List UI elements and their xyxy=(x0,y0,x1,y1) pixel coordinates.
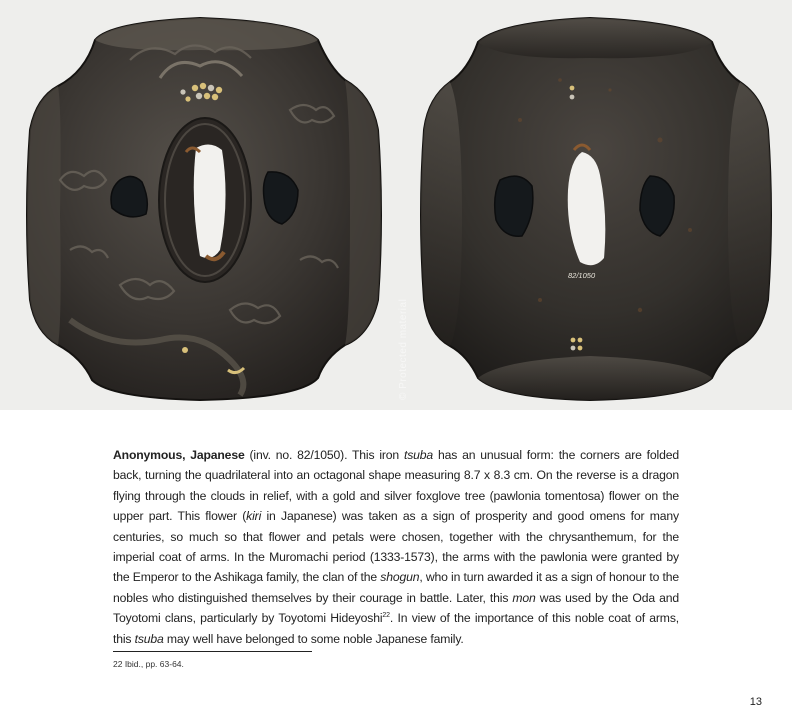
caption-text: may well have belonged to some noble Japanese family. xyxy=(163,631,464,646)
footnote-reference[interactable]: 22 xyxy=(382,612,390,620)
caption-term: shogun xyxy=(380,570,420,585)
caption-text: , who in turn awarded it as a sign of honour to the nobles who distinguished themselves by their courage in battle. Later, this xyxy=(113,570,679,605)
tsuba-right-image xyxy=(421,18,771,400)
inventory-marking: 82/1050 xyxy=(568,271,596,280)
tsuba-left-image xyxy=(27,18,381,400)
caption-term: tsuba xyxy=(134,631,164,646)
caption-term: kiri xyxy=(246,509,262,524)
caption-text: . In view of the importance of this noble coat of arms, this xyxy=(113,611,679,646)
caption-paragraph xyxy=(113,445,679,649)
caption-text: in Japanese) was taken as a sign of prosperity and good omens for many centuries, so much so that flower and petals were chosen, together with the chrysanthemum, for the imperial coat of arms. In the Muromachi period (1333-1573), the arms with the pawlonia were granted by the Emperor to the Ashikaga family, the clan of the xyxy=(113,509,679,585)
caption-author: Anonymous, Japanese xyxy=(113,448,245,462)
footnote-divider xyxy=(113,651,312,652)
caption-text: (inv. no. 82/1050). This iron xyxy=(244,448,404,462)
page-number: 13 xyxy=(749,696,762,708)
caption-term: tsuba xyxy=(403,448,434,462)
watermark-text: © Protected material xyxy=(398,298,409,400)
caption-text: has an unusual form: the corners are folded back, turning the quadrilateral into an octagonal shape measuring 8.7 x 8.3 cm. On the reverse is a dragon flying through the clouds in relief, with a gold and silver foxglove tree (pawlonia tomentosa) flower on the upper part. This flower ( xyxy=(113,448,679,524)
footnote: 22 Ibid., pp. 63-64. xyxy=(113,659,184,669)
caption-term: mon xyxy=(512,590,536,605)
caption-text: was used by the Oda and Toyotomi clans, particularly by Toyotomi Hideyoshi xyxy=(113,590,679,626)
